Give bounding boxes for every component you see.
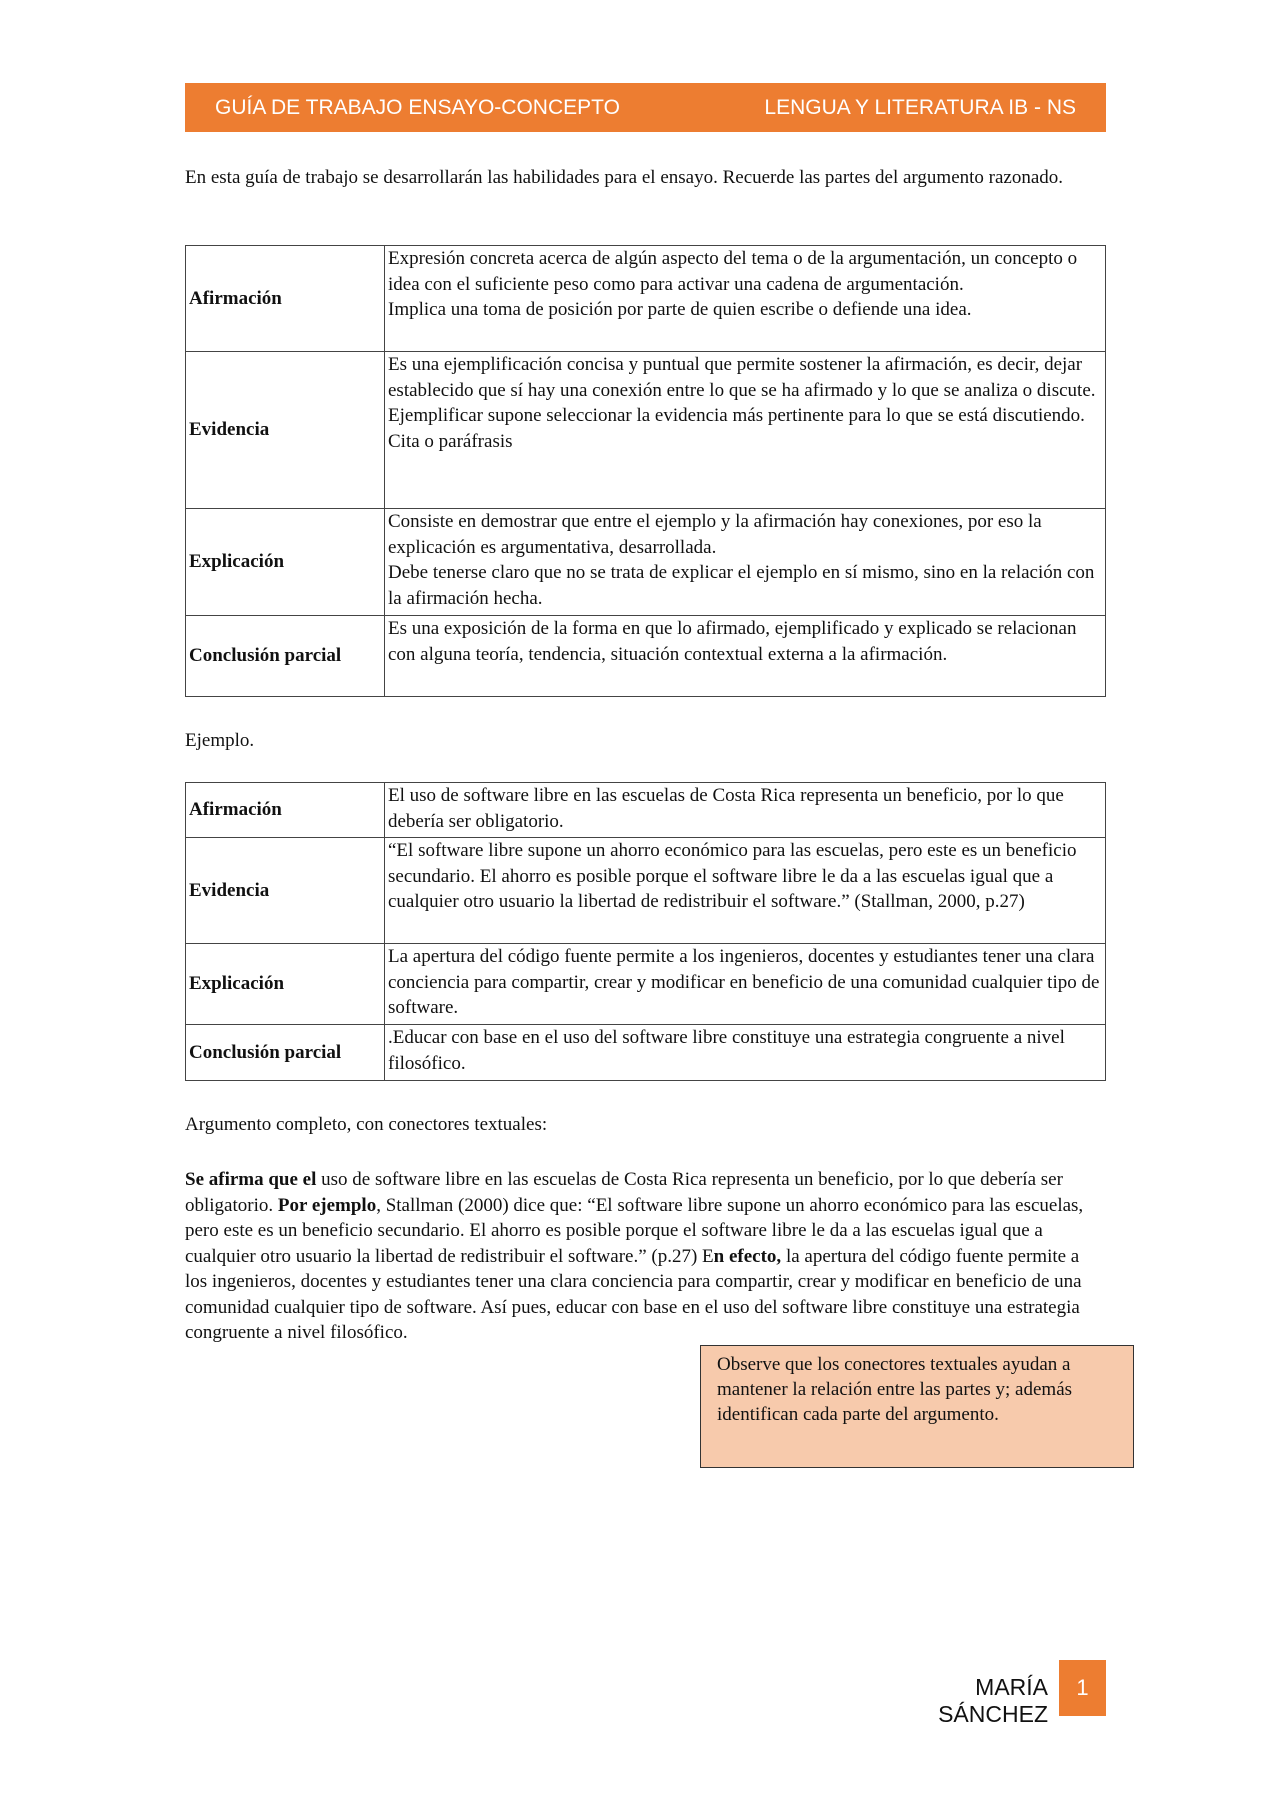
description-line: Consiste en demostrar que entre el ejemplo y la afirmación hay conexiones, por eso la explicación es argumentativa, desarrollada. [388,511,1042,558]
description-line: El uso de software libre en las escuelas de Costa Rica representa un beneficio, por lo que debería ser obligatorio. [388,785,1064,832]
description-line: La apertura del código fuente permite a los ingenieros, docentes y estudiantes tener una clara conciencia para compartir, crear y modificar en beneficio de una comunidad cualquier tipo de software. [388,946,1100,1018]
table-row [186,246,1106,352]
row-description [385,246,1106,352]
description-line: Ejemplificar supone seleccionar la evidencia más pertinente para lo que se está discutiendo. [388,405,1085,426]
description-line: “El software libre supone un ahorro económico para las escuelas, pero este es un beneficio secundario. El ahorro es posible porque el software libre le da a las escuelas igual que a cualquier otro usuario la libertad de redistribuir el software.” (Stallman, 2000, p.27) [388,840,1077,912]
row-description [385,1025,1106,1081]
footer-author: MARÍA SÁNCHEZ [938,1674,1048,1727]
header-title: GUÍA DE TRABAJO ENSAYO-CONCEPTO [215,95,620,119]
table-row [186,838,1106,944]
row-label: Conclusión parcial [186,616,385,697]
table-row [186,509,1106,616]
connector-text: Se afirma que el [185,1169,317,1190]
row-label: Afirmación [186,246,385,352]
row-description [385,616,1106,697]
page-number: 1 [1059,1660,1106,1716]
row-label: Evidencia [186,838,385,944]
row-description [385,352,1106,509]
row-description [385,783,1106,838]
paragraph-text: , Stallman (2000) dice que: “El software libre supone un ahorro económico para las escuelas, pero este es un beneficio secundario. El ahorro es posible porque el software libre le da a las escuelas igual que a cualquier otro usuario la libertad de redistribuir el software.” (p.27) E [185,1194,1084,1267]
row-label: Explicación [186,509,385,616]
row-label: Conclusión parcial [186,1025,385,1081]
argument-parts-table [185,245,1106,697]
description-line: Debe tenerse claro que no se trata de explicar el ejemplo en sí mismo, sino en la relación con la afirmación hecha. [388,562,1095,609]
description-line: .Educar con base en el uso del software libre constituye una estrategia congruente a nivel filosófico. [388,1027,1065,1074]
row-label: Afirmación [186,783,385,838]
note-callout: Observe que los conectores textuales ayudan a mantener la relación entre las partes y; además identifican cada parte del argumento. [700,1345,1134,1468]
table-row [186,944,1106,1025]
table-row [186,352,1106,509]
description-line: Implica una toma de posición por parte de quien escribe o defiende una idea. [388,299,972,320]
description-line: Es una exposición de la forma en que lo afirmado, ejemplificado y explicado se relacionan con alguna teoría, tendencia, situación contextual externa a la afirmación. [388,618,1077,665]
row-description [385,944,1106,1025]
example-label: Ejemplo. [185,730,255,751]
connector-text: Por ejemplo [277,1194,377,1216]
description-line: Es una ejemplificación concisa y puntual que permite sostener la afirmación, es decir, dejar establecido que sí hay una conexión entre lo que se ha afirmado y lo que se analiza o discute. [388,354,1096,401]
table-row [186,783,1106,838]
complete-argument-label: Argumento completo, con conectores textuales: [185,1114,548,1135]
paragraph-text: uso de software libre en las escuelas de Costa Rica representa un beneficio, por lo que debería ser obligatorio. [185,1169,1063,1216]
connector-text: n efecto, [713,1245,782,1267]
complete-argument-paragraph [185,1167,1106,1346]
page-header [185,83,1106,132]
row-label: Explicación [186,944,385,1025]
example-table [185,782,1106,1081]
paragraph-text: la apertura del código fuente permite a los ingenieros, docentes y estudiantes tener una clara conciencia para compartir, crear y modificar en beneficio de una comunidad cualquier tipo de software. Así pues, educar con base en el uso del software libre constituye una estrategia congruente a nivel filosófico. [185,1245,1082,1343]
header-subject: LENGUA Y LITERATURA IB - NS [764,95,1076,119]
row-description [385,838,1106,944]
description-line: Expresión concreta acerca de algún aspecto del tema o de la argumentación, un concepto o idea con el suficiente peso como para activar una cadena de argumentación. [388,248,1078,295]
intro-text: En esta guía de trabajo se desarrollarán las habilidades para el ensayo. Recuerde las partes del argumento razonado. [185,167,1064,188]
description-line: Cita o paráfrasis [388,430,513,452]
row-description [385,509,1106,616]
table-row [186,616,1106,697]
row-label: Evidencia [186,352,385,509]
table-row [186,1025,1106,1081]
